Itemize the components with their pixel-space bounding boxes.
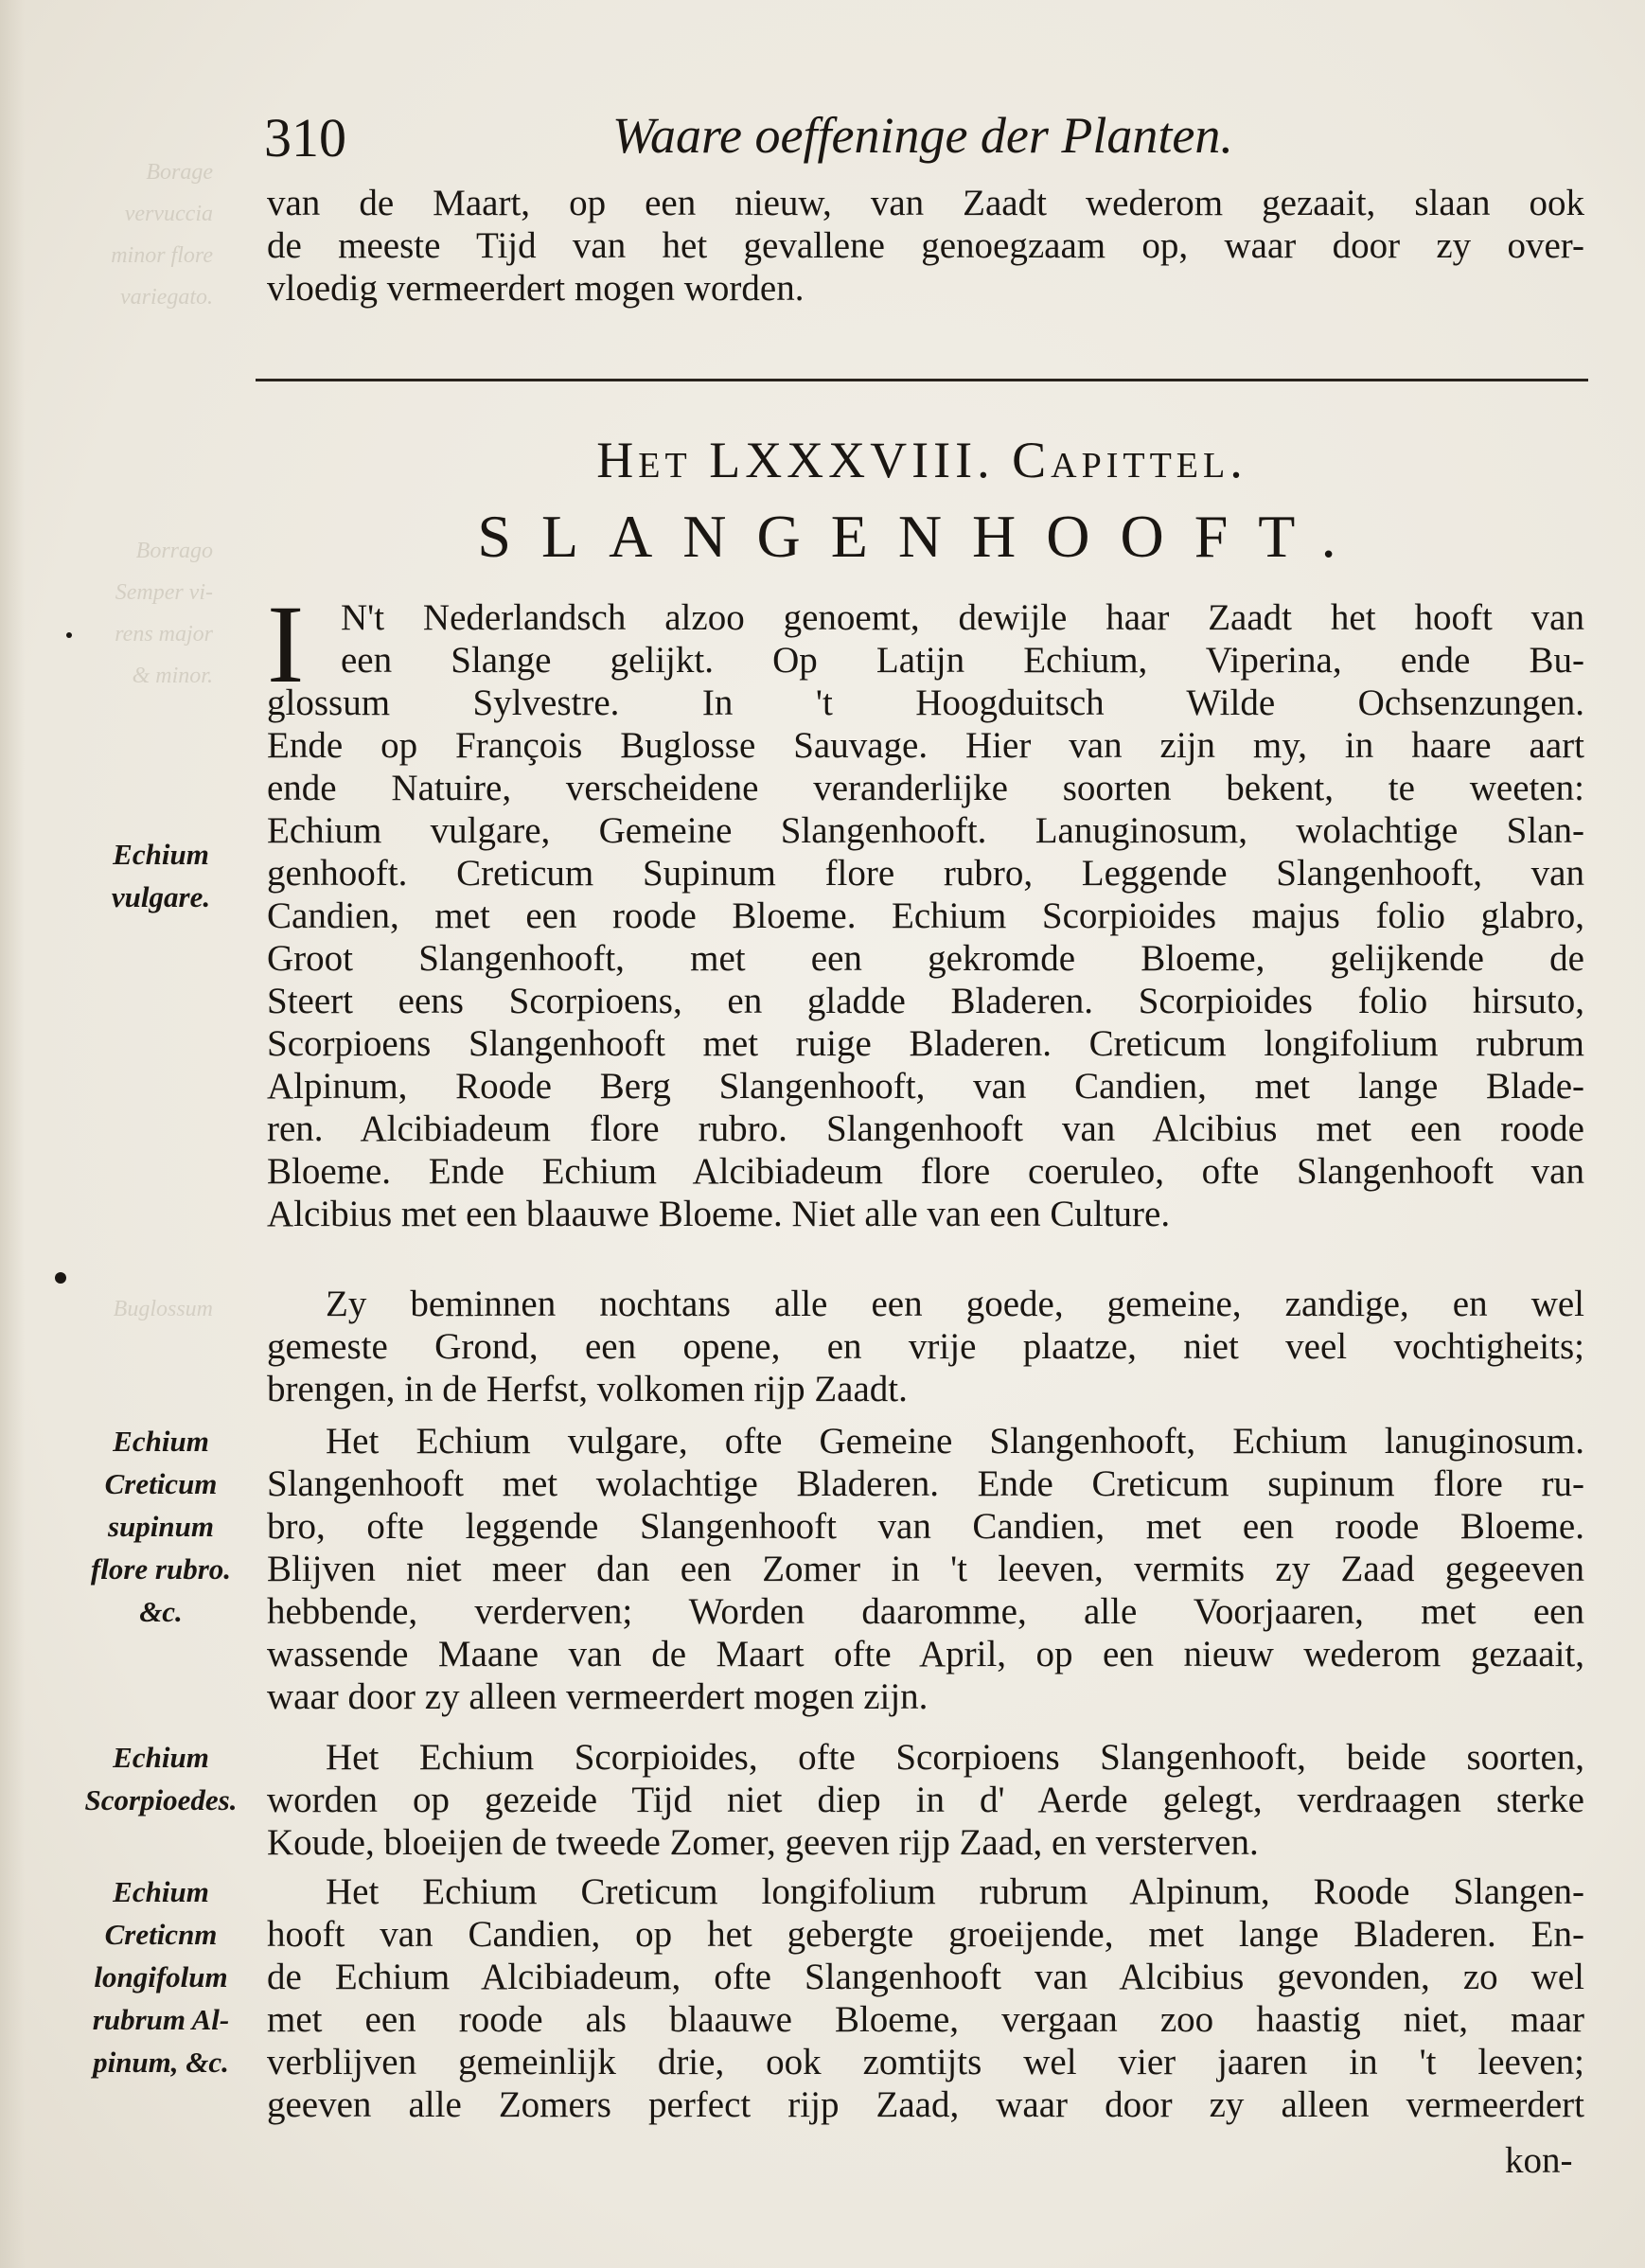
text-line: gemeste Grond, een opene, en vrije plaatze, niet veel vochtigheits; xyxy=(267,1326,1584,1367)
paragraph-4 xyxy=(267,1736,1584,1864)
bleed-through-note-top: Borage vervuccia minor flore variegato. xyxy=(111,160,213,310)
text-line: Koude, bloeijen de tweede Zomer, geeven rijp Zaad, en versterven. xyxy=(267,1822,1259,1863)
page-number: 310 xyxy=(264,107,346,168)
text-line: worden op gezeide Tijd niet diep in d' Aerde gelegt, verdraagen sterke xyxy=(267,1780,1584,1820)
text-line: Groot Slangenhooft, met een gekromde Bloeme, gelijkende de xyxy=(267,938,1584,979)
text-line: brengen, in de Herfst, volkomen rijp Zaadt. xyxy=(267,1369,908,1409)
intro-text xyxy=(267,182,1584,310)
bleed-through-note-mid: Borrago Semper vi- rens major & minor. xyxy=(115,539,213,688)
catchword: kon- xyxy=(1505,2140,1573,2181)
text-line: Zy beminnen nochtans alle een goede, gemeine, zandige, en wel xyxy=(326,1284,1584,1324)
drop-cap: I xyxy=(267,582,305,706)
text-line: Slangenhooft met wolachtige Bladeren. Ende Creticum supinum flore ru- xyxy=(267,1463,1584,1504)
page-header xyxy=(260,106,1585,172)
text-line: glossum Sylvestre. In 't Hoogduitsch Wilde Ochsenzungen. xyxy=(267,682,1584,723)
paragraph-2 xyxy=(267,1283,1584,1410)
text-line: Bloeme. Ende Echium Alcibiadeum flore coeruleo, ofte Slangenhooft van xyxy=(267,1151,1584,1192)
margin-note-echium-scorpioides: Echium Scorpioedes. xyxy=(84,1741,238,1816)
chapter-heading: Het LXXXVIII. Capittel. xyxy=(596,432,1247,488)
text-line: een Slange gelijkt. Op Latijn Echium, Viperina, ende Bu- xyxy=(341,640,1584,681)
text-line: vloedig vermeerdert mogen worden. xyxy=(267,268,805,309)
text-line: ende Natuire, verscheidene veranderlijke soorten bekent, te weeten: xyxy=(267,768,1584,808)
text-line: ren. Alcibiadeum flore rubro. Slangenhooft van Alcibius met een roode xyxy=(267,1108,1584,1149)
text-line: Ende op François Buglosse Sauvage. Hier van zijn my, in haare aart xyxy=(267,725,1584,766)
text-line: waar door zy alleen vermeerdert mogen zijn. xyxy=(267,1676,929,1717)
text-line: Alcibius met een blaauwe Bloeme. Niet alle van een Culture. xyxy=(267,1194,1171,1234)
text-line: hooft van Candien, op het gebergte groeijende, met lange Bladeren. En- xyxy=(267,1914,1584,1955)
page-edge-shadow xyxy=(0,0,25,2268)
text-line: geeven alle Zomers perfect rijp Zaad, waar door zy alleen vermeerdert xyxy=(267,2084,1584,2125)
text-line: met een roode als blaauwe Bloeme, vergaan zoo haastig niet, maar xyxy=(267,1999,1584,2040)
paragraph-1 xyxy=(267,596,1584,1235)
text-line: Alpinum, Roode Berg Slangenhooft, van Candien, met lange Blade- xyxy=(267,1066,1584,1107)
text-line: van de Maart, op een nieuw, van Zaadt wederom gezaait, slaan ook xyxy=(267,183,1584,223)
margin-note-echium-creticum: Echium Creticum supinum flore rubro. &c. xyxy=(90,1425,232,1628)
text-line: wassende Maane van de Maart ofte April, op een nieuw wederom gezaait, xyxy=(267,1634,1584,1674)
text-line: verblijven gemeinlijk drie, ook zomtijts wel vier jaaren in 't leeven; xyxy=(267,2042,1584,2082)
ink-speck xyxy=(55,1272,66,1284)
text-line: Steert eens Scorpioens, en gladde Bladeren. Scorpioides folio hirsuto, xyxy=(267,981,1584,1021)
text-line: hebbende, verderven; Worden daaromme, alle Voorjaaren, met een xyxy=(267,1591,1584,1632)
text-line: de Echium Alcibiadeum, ofte Slangenhooft van Alcibius gevonden, zo wel xyxy=(267,1957,1584,1997)
text-line: de meeste Tijd van het gevallene genoegzaam op, waar door zy over- xyxy=(267,225,1584,266)
paragraph-5 xyxy=(267,1870,1584,2126)
text-line: bro, ofte leggende Slangenhooft van Candien, met een roode Bloeme. xyxy=(267,1506,1584,1547)
text-line: Het Echium Scorpioides, ofte Scorpioens Slangenhooft, beide soorten, xyxy=(326,1737,1584,1778)
ink-speck xyxy=(66,632,72,638)
margin-note-echium-vulgare: Echium vulgare. xyxy=(111,838,211,913)
text-line: N't Nederlandsch alzoo genoemt, dewijle haar Zaadt het hooft van xyxy=(341,597,1584,638)
bleed-through-note-low: Buglossum xyxy=(113,1297,213,1321)
paragraph-3 xyxy=(267,1420,1584,1718)
text-line: Het Echium vulgare, ofte Gemeine Slangenhooft, Echium lanuginosum. xyxy=(326,1421,1584,1462)
divider-rule xyxy=(256,379,1588,381)
margin-note-echium-longifolium: Echium Creticnm longifolum rubrum Al- pinum, &c. xyxy=(92,1875,230,2079)
text-line: Blijven niet meer dan een Zomer in 't leeven, vermits zy Zaad gegeeven xyxy=(267,1549,1584,1589)
text-line: Het Echium Creticum longifolium rubrum Alpinum, Roode Slangen- xyxy=(326,1871,1584,1912)
running-title: Waare oeffeninge der Planten. xyxy=(612,107,1233,164)
text-line: Candien, met een roode Bloeme. Echium Scorpioides majus folio glabro, xyxy=(267,895,1584,936)
chapter-title: SLANGENHOOFT. xyxy=(477,503,1367,570)
text-line: Echium vulgare, Gemeine Slangenhooft. Lanuginosum, wolachtige Slan- xyxy=(267,810,1584,851)
text-line: genhooft. Creticum Supinum flore rubro, Leggende Slangenhooft, van xyxy=(267,853,1584,894)
text-line: Scorpioens Slangenhooft met ruige Bladeren. Creticum longifolium rubrum xyxy=(267,1023,1584,1064)
